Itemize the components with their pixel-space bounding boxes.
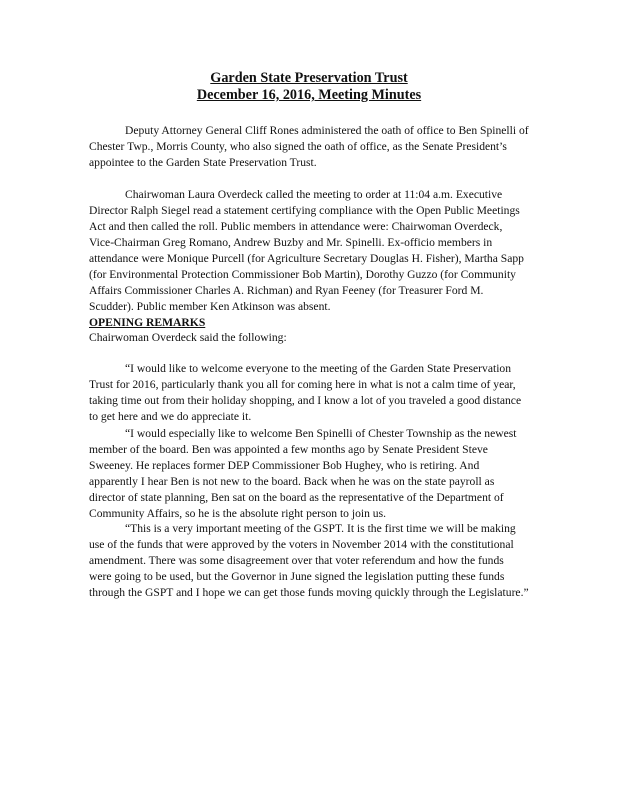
- title-meeting-date: December 16, 2016, Meeting Minutes: [196, 87, 422, 103]
- section-heading-opening-remarks: OPENING REMARKS: [89, 316, 206, 329]
- document-title: [0, 70, 618, 104]
- paragraph-quote-new-member: “I would especially like to welcome Ben Spinelli of Chester Township as the newest member of the board. Ben was appointed a few months ago by Senate President Steve Sweeney. He replaces former DEP Commissioner Bob Hughey, who is retiring. And apparently I hear Ben is not new to the board. Back when he was on the state payroll as director of state planning, Ben sat on the board as the representative of the Department of Community Affairs, so he is the absolute right person to join us.: [89, 427, 517, 520]
- paragraph-call-to-order: Chairwoman Laura Overdeck called the meeting to order at 11:04 a.m. Executive Director Ralph Siegel read a statement certifying compliance with the Open Public Meetings Act and then called the roll. Public members in attendance were: Chairwoman Overdeck, Vice-Chairman Greg Romano, Andrew Buzby and Mr. Spinelli. Ex-officio members in attendance were Monique Purcell (for Agriculture Secretary Douglas H. Fisher), Martha Sapp (for Environmental Protection Commissioner Bob Martin), Dorothy Guzzo (for Community Affairs Commissioner Charles A. Richman) and Ryan Feeney (for Treasurer Ford M. Scudder). Public member Ken Atkinson was absent.: [89, 188, 524, 313]
- paragraph-quote-gspt-funds: “This is a very important meeting of the GSPT. It is the first time we will be making use of the funds that were approved by the voters in November 2014 with the constitutional amendment. There was some disagreement over that voter referendum and how the funds were going to be used, but the Governor in June signed the legislation putting these funds through the GSPT and I hope we can get those funds moving quickly through the Legislature.”: [89, 522, 529, 599]
- paragraph-oath-of-office: Deputy Attorney General Cliff Rones administered the oath of office to Ben Spinelli of Chester Twp., Morris County, who also signed the oath of office, as the Senate President’s appointee to the Garden State Preservation Trust.: [89, 124, 529, 169]
- title-organization: Garden State Preservation Trust: [210, 70, 408, 86]
- paragraph-quote-welcome: “I would like to welcome everyone to the meeting of the Garden State Preservation Trust for 2016, particularly thank you all for coming here in what is not a calm time of year, taking time out from their holiday shopping, and I know a lot of you traveled a good distance to get here and we do appreciate it.: [89, 362, 522, 423]
- opening-remarks-intro: Chairwoman Overdeck said the following:: [89, 331, 287, 344]
